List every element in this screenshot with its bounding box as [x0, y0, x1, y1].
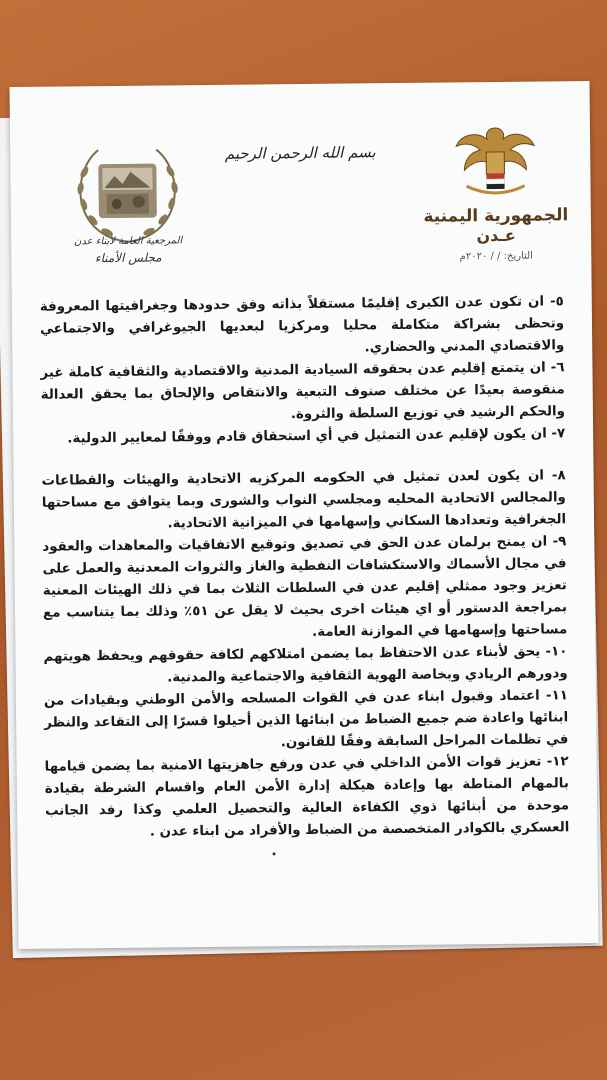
country-name: الجمهورية اليمنية	[423, 205, 569, 227]
clause-10: ١٠- يحق لأبناء عدن الاحتفاظ بما يضمن امتلاكهم لكافة حقوقهم ويحفظ هويتهم ودورهم الريادي وبخاصة الهوية الثقافية والاجتماعية والمدنية.	[43, 644, 568, 686]
document-body	[40, 291, 570, 844]
wreath-logo-icon	[68, 141, 187, 250]
document-page	[10, 81, 599, 949]
clause-7: ٧- ان يكون لإقليم عدن التمثيل في أي استحقاق قادم ووفقًا لمعايير الدولية.	[67, 426, 566, 447]
letterhead	[10, 81, 592, 287]
clause-12: ١٢- تعزيز قوات الأمن الداخلي في عدن ورفع جاهزيتها الامنية بما يضمن قيامها بالمهام المناطة بها وإعادة هيكلة إدارة الأمن العام واقسام الشرطة بقيادة موحدة من أبنائها ذوي الكفاءة العالية والتحصيل العلمي وكذا رفد الجانب العسكري بالكوادر المتخصصة من الضباط والأفراد من ابناء عدن .	[44, 754, 570, 840]
council-name: مجلس الأمناء	[94, 250, 162, 266]
basmala: بسم الله الرحمن الرحيم	[224, 143, 376, 163]
organization-name: المرجعية العامة لأبناء عدن	[73, 235, 183, 248]
stray-mark	[273, 852, 276, 855]
clause-9: ٩- ان يمنح برلمان عدن الحق في تصديق وتوقيع الاتفاقيات والمعاهدات والعقود في مجال الأسماك والاستكشافات النفطية والغاز والثروات المعدنية والعمل على تعزيز وجود ممثلي إقليم عدن في السلطات الثلاث بما في ذلك الهيئات المعنية بمراجعة الدستور أو اي هيئات اخرى بحيث لا يقل عن ٥١٪ وذلك بما يتناسب مع مساحتها وإسهامها في الموازنة العامة.	[42, 534, 568, 640]
organization-logo-block	[62, 141, 193, 265]
clause-8: ٨- ان يكون لعدن تمثيل في الحكومه المركزيه الاتحادية والهيئات والقطاعات والمجالس الاتحادية المحليه ومجلسي النواب والشورى وبما يتوافق مع مساحتها الجغرافية وتعدادها السكاني وإسهامها في الميزانية الاتحادية.	[41, 468, 567, 532]
city-name: عـدن	[476, 225, 516, 246]
government-header	[410, 121, 581, 263]
eagle-emblem-icon	[452, 122, 539, 201]
clause-5: ٥- ان تكون عدن الكبرى إقليمًا مستقلاً بذاته وفق حدودها وجغرافيتها المعروفة وتحظى بشراكة متكاملة محليا ومركزيا لبعديها الجيوغرافي والاجتماعي والاقتصادي المدني والحضاري.	[39, 294, 565, 356]
clause-6: ٦- ان يتمتع إقليم عدن بحقوقه السيادية المدنية والاقتصادية والثقافية كاملة غير منقوصة بعيدًا عن مختلف صنوف التبعية والانتقاص والإلحاق بما يحقق العدالة والحكم الرشيد في توزيع السلطة والثروة.	[40, 360, 566, 423]
date-line: التاريخ: / / ٢٠٢٠م	[459, 250, 533, 263]
clause-11: ١١- اعتماد وقبول ابناء عدن في القوات المسلحه والأمن الوطني وبقيادات من ابنائها واعادة ضم جميع الضباط من ابنائها الذين أحيلوا قسرًا إلى التقاعد والنظر في تظلمات المراحل السابقة وفقًا للقانون.	[43, 688, 569, 751]
